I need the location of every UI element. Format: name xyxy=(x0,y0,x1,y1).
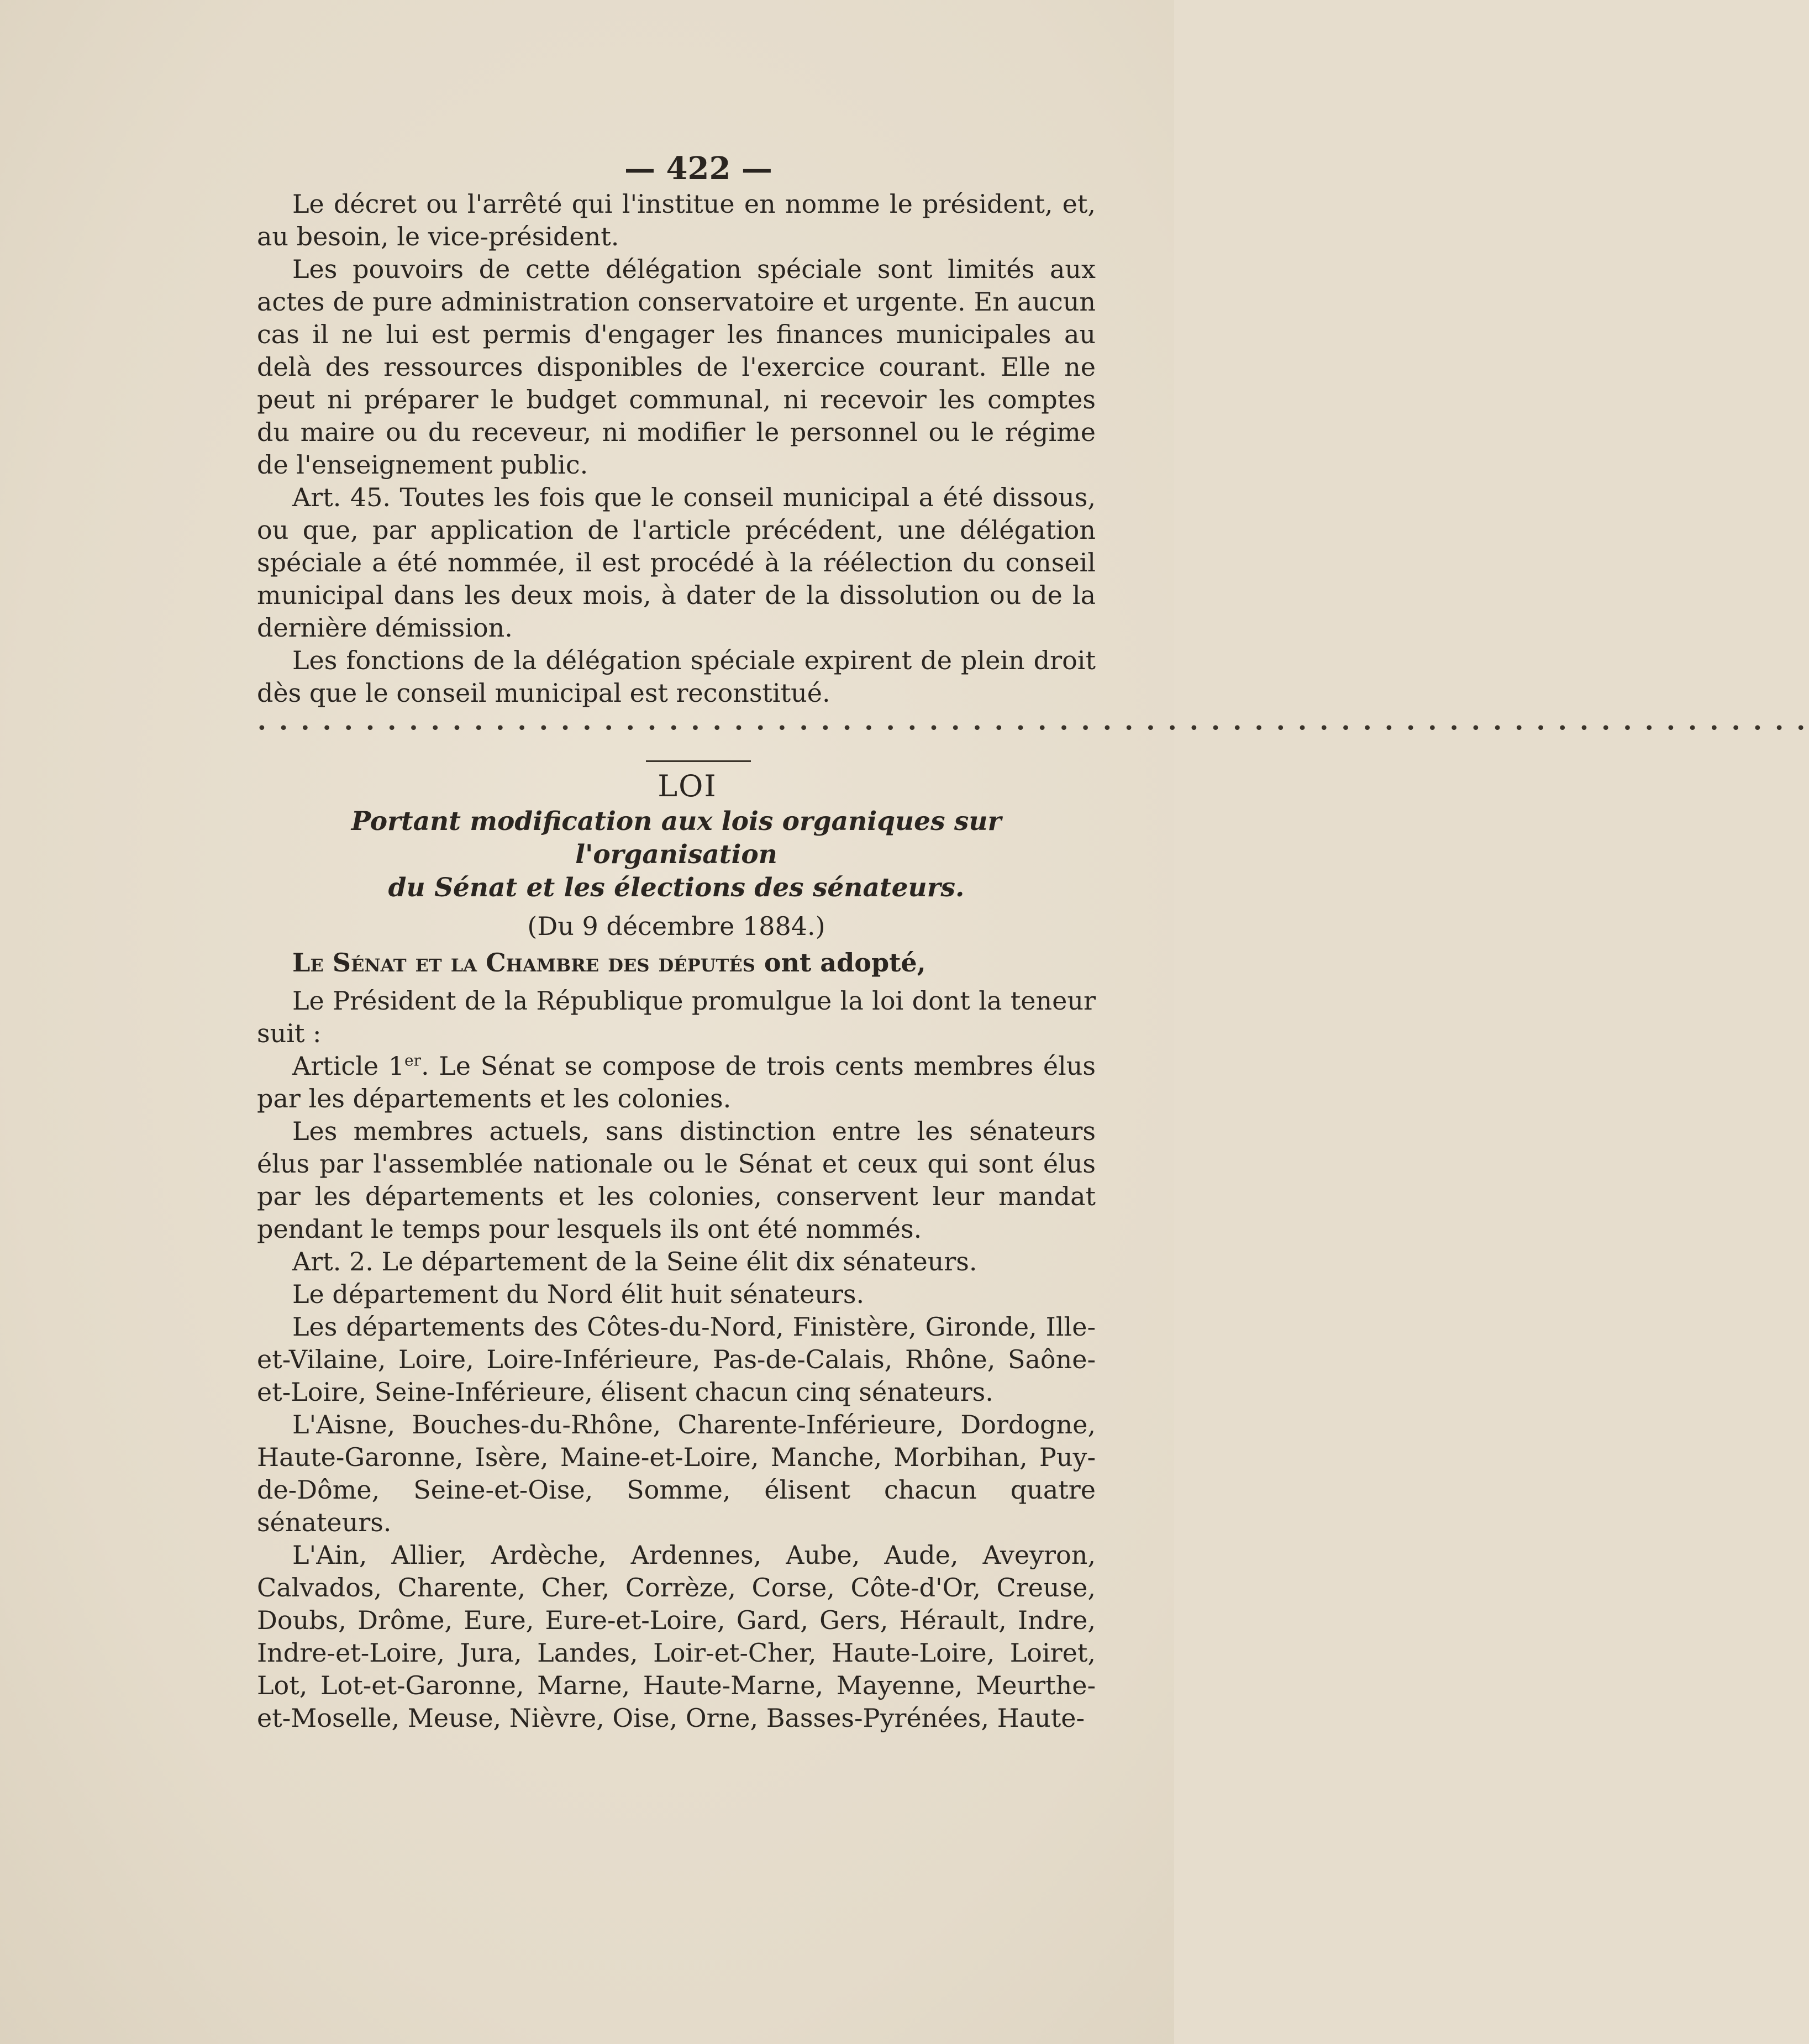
page-number: — 422 — xyxy=(624,150,772,187)
paragraph-cinq-senateurs: Les départements des Côtes-du-Nord, Finistère, Gironde, Ille-et-Vilaine, Loire, Loire-Inférieure, Pas-de-Calais, Rhône, Saône-et-Loire, Seine-Inférieure, élisent chacun cinq sénateurs. xyxy=(257,1312,1096,1407)
paragraph-art-45: Art. 45. Toutes les fois que le conseil municipal a été dissous, ou que, par application de l'article précédent, une délégation spéciale a été nommée, il est procédé à la réélection du conseil municipal dans les deux mois, à dater de la dissolution ou de la dernière démission. xyxy=(257,482,1096,643)
paragraph-fonctions: Les fonctions de la délégation spéciale expirent de plein droit dès que le conseil municipal est reconstitué. xyxy=(257,645,1096,708)
promulgation-paragraph: Le Président de la République promulgue la loi dont la teneur suit : xyxy=(257,986,1096,1048)
dotted-separator: • • • • • • • • • • • • • • • • • • • • • • • • • • • • • • • • • • • • • • • • • • • • • • • • • • • • • • • • • • • • • • • • • • • • • • • • xyxy=(257,719,1809,738)
paragraph-nord: Le département du Nord élit huit sénateurs. xyxy=(292,1279,865,1309)
paragraph-decret: Le décret ou l'arrêté qui l'institue en nomme le président, et, au besoin, le vice-président. xyxy=(257,189,1096,251)
adoption-rest: ont adopté, xyxy=(755,948,926,978)
article-1-prefix: Article 1 xyxy=(292,1051,405,1081)
article-1-text: . Le Sénat se compose de trois cents membres élus par les départements et les colonies. xyxy=(257,1051,1096,1113)
law-date: (Du 9 décembre 1884.) xyxy=(527,911,825,941)
paragraph-art-2: Art. 2. Le département de la Seine élit dix sénateurs. xyxy=(292,1247,977,1276)
paragraph-trois-senateurs: L'Ain, Allier, Ardèche, Ardennes, Aube, Aude, Aveyron, Calvados, Charente, Cher, Corrèze, Corse, Côte-d'Or, Creuse, Doubs, Drôme, Eure, Eure-et-Loire, Gard, Gers, Hérault, Indre, Indre-et-Loire, Jura, Landes, Loir-et-Cher, Haute-Loire, Loiret, Lot, Lot-et-Garonne, Marne, Haute-Marne, Mayenne, Meurthe-et-Moselle, Meuse, Nièvre, Oise, Orne, Basses-Pyrénées, Haute- xyxy=(257,1540,1096,1733)
text-column xyxy=(257,149,1809,1735)
paragraph-quatre-senateurs: L'Aisne, Bouches-du-Rhône, Charente-Inférieure, Dordogne, Haute-Garonne, Isère, Maine-et-Loire, Manche, Morbihan, Puy-de-Dôme, Seine-et-Oise, Somme, élisent chacun quatre sénateurs. xyxy=(257,1410,1096,1537)
law-subtitle-line-1: Portant modification aux lois organiques sur l'organisation xyxy=(351,806,1002,870)
law-subtitle-line-2: du Sénat et les élections des sénateurs. xyxy=(388,873,965,903)
article-1-superscript: er xyxy=(404,1051,421,1070)
article-1 xyxy=(257,1050,1096,1115)
adoption-line xyxy=(257,947,1096,979)
law-title: LOI xyxy=(658,769,717,803)
title-rule xyxy=(646,760,751,762)
paragraph-membres-actuels: Les membres actuels, sans distinction entre les sénateurs élus par l'assemblée nationale ou le Sénat et ceux qui sont élus par les départements et les colonies, conservent leur mandat pendant le temps pour lesquels ils ont été nommés. xyxy=(257,1116,1096,1244)
paragraph-pouvoirs: Les pouvoirs de cette délégation spéciale sont limités aux actes de pure administration conservatoire et urgente. En aucun cas il ne lui est permis d'engager les finances municipales au delà des ressources disponibles de l'exercice courant. Elle ne peut ni préparer le budget communal, ni recevoir les comptes du maire ou du receveur, ni modifier le personnel ou le régime de l'enseignement public. xyxy=(257,254,1096,480)
adoption-bodies: Le Sénat et la Chambre des députés xyxy=(292,948,755,978)
